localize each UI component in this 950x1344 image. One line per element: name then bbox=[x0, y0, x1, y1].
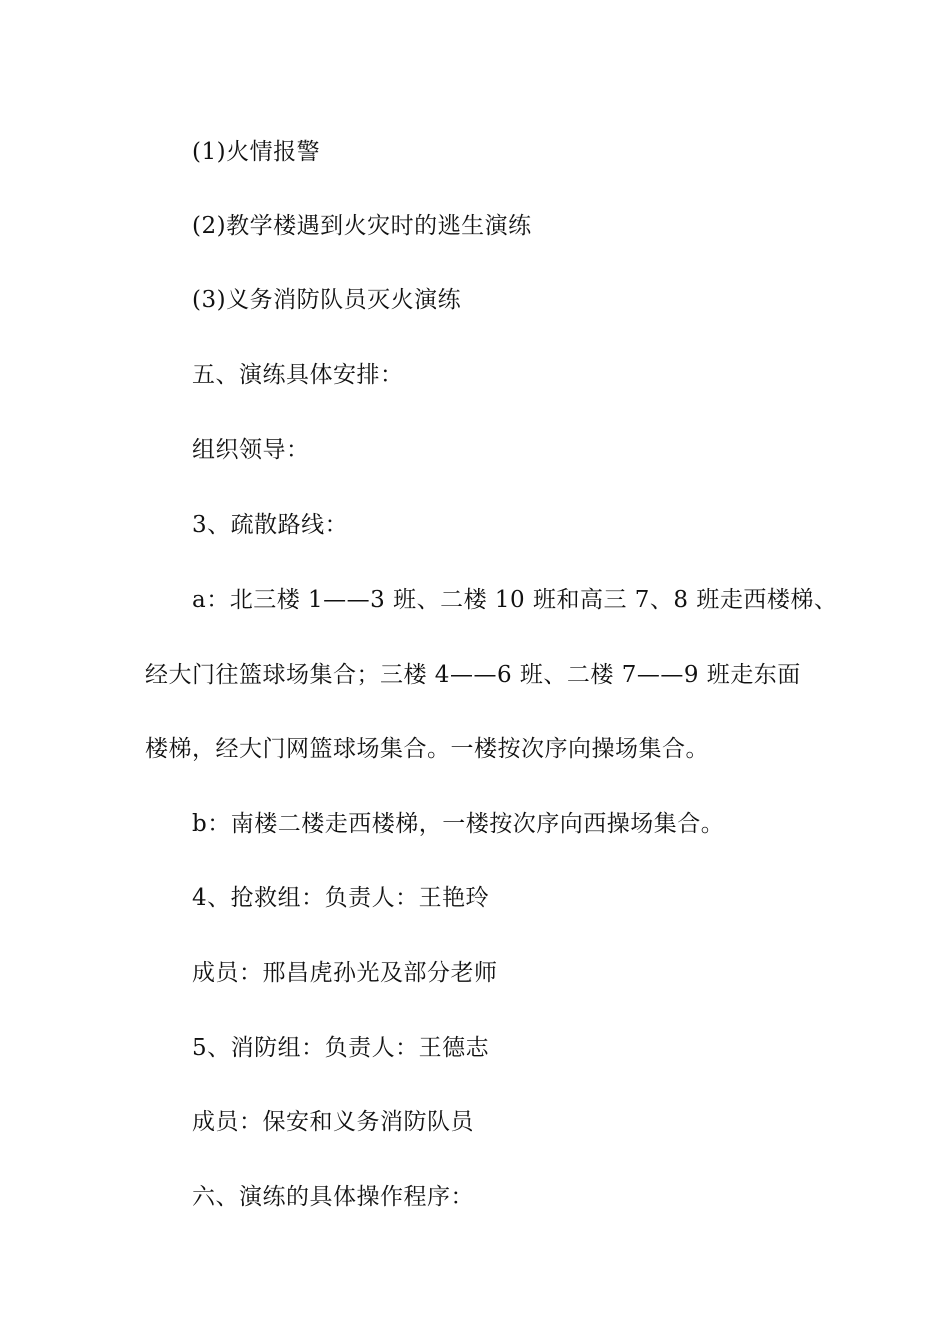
text-line-rescue-members: 成员：邢昌虎孙光及部分老师 bbox=[192, 960, 498, 986]
text-line-firefighter-drill: (3)义务消防队员灭火演练 bbox=[192, 287, 462, 313]
text-line-fire-members: 成员：保安和义务消防队员 bbox=[192, 1109, 474, 1135]
text-line-escape-drill: (2)教学楼遇到火灾时的逃生演练 bbox=[192, 213, 532, 239]
text-line-route-b: b：南楼二楼走西楼梯，一楼按次序向西操场集合。 bbox=[192, 811, 725, 837]
section-heading-drill-arrangement: 五、演练具体安排： bbox=[192, 362, 404, 388]
text-line-rescue-group: 4、抢救组：负责人：王艳玲 bbox=[192, 885, 490, 911]
text-line-fire-alarm: (1)火情报警 bbox=[192, 139, 321, 165]
text-line-organization-leadership: 组织领导： bbox=[192, 437, 310, 463]
text-line-fire-group: 5、消防组：负责人：王德志 bbox=[192, 1035, 490, 1061]
text-line-route-a-part3: 楼梯，经大门网篮球场集合。一楼按次序向操场集合。 bbox=[145, 736, 709, 762]
section-heading-operation-procedure: 六、演练的具体操作程序： bbox=[192, 1184, 474, 1210]
text-line-route-a-part1: a：北三楼 1——3 班、二楼 10 班和高三 7、8 班走西楼梯、 bbox=[192, 587, 838, 613]
text-line-route-a-part2: 经大门往篮球场集合；三楼 4——6 班、二楼 7——9 班走东面 bbox=[145, 662, 801, 688]
text-line-evacuation-route-heading: 3、疏散路线： bbox=[192, 512, 349, 538]
